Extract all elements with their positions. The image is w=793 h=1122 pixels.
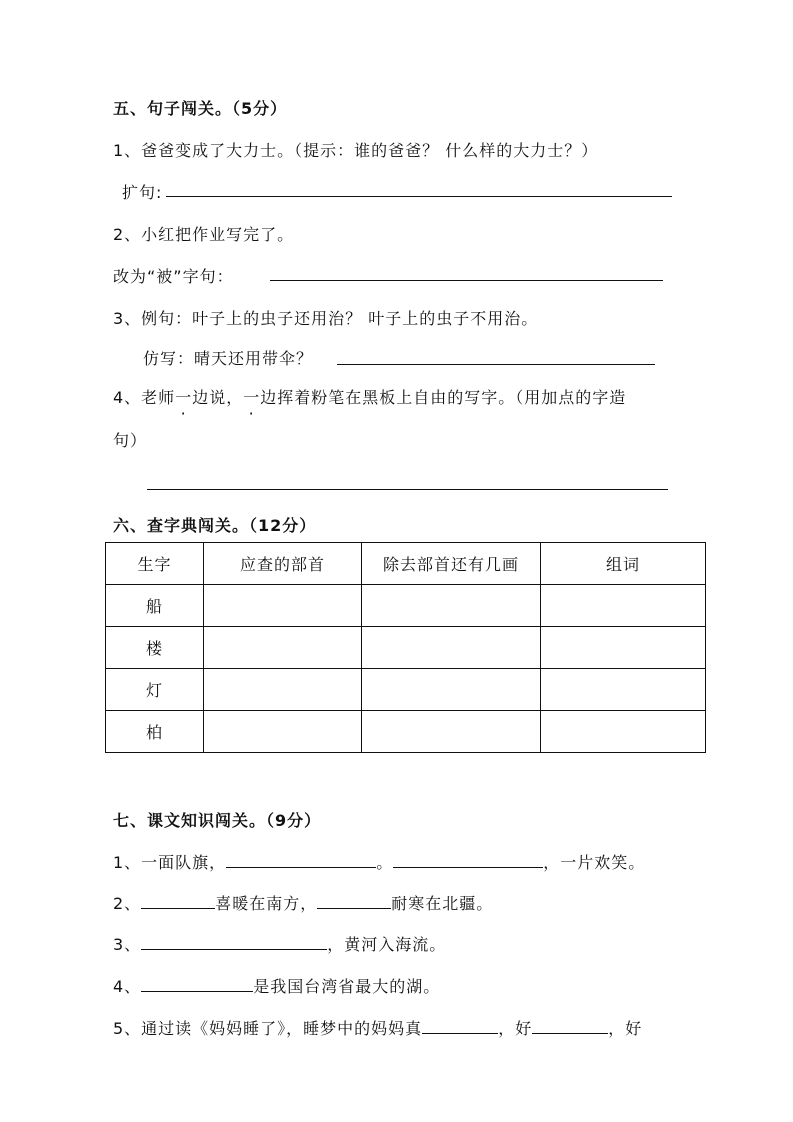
table-row	[106, 585, 706, 627]
answer-cell[interactable]	[204, 627, 362, 669]
answer-cell[interactable]	[362, 711, 541, 753]
q2-text-b: 喜暖在南方，	[215, 894, 318, 913]
q4-text-b: 是我国台湾省最大的湖。	[253, 977, 441, 996]
section-5-title: 五、句子闯关。（5分）	[113, 99, 288, 118]
q2-text-a: 2、	[113, 894, 142, 913]
q4-text-a: 4、	[113, 977, 142, 996]
header-cell: 应查的部首	[204, 543, 362, 585]
answer-cell[interactable]	[204, 711, 362, 753]
s5-q3-label: 仿写：晴天还用带伞？	[143, 349, 314, 368]
s5-q3-answer-line[interactable]	[337, 364, 655, 365]
q5-text-b: ，好	[498, 1019, 533, 1038]
s5-q1-answer-line[interactable]	[166, 196, 672, 197]
q4-dotted-char-2: 一	[243, 388, 261, 407]
blank[interactable]	[226, 853, 376, 868]
s5-q2-answer-line[interactable]	[270, 280, 663, 281]
section-6-title: 六、查字典闯关。（12分）	[113, 516, 317, 535]
char-cell: 柏	[106, 711, 204, 753]
s5-question-4	[113, 385, 626, 408]
blank[interactable]	[141, 977, 253, 992]
q3-text-a: 3、	[113, 935, 142, 954]
s5-q1-label: 扩句:	[122, 183, 163, 202]
s7-question-1	[113, 850, 645, 873]
blank[interactable]	[393, 853, 543, 868]
q4-text-a: 4、老师	[113, 388, 176, 407]
s7-question-4	[113, 974, 440, 997]
s5-q4-text-d: 句）	[113, 431, 148, 450]
blank[interactable]	[532, 1019, 608, 1034]
q4-text-c: 边挥着粉笔在黑板上自由的写字。（用加点的字造	[260, 388, 627, 407]
q5-text-a: 5、通过读《妈妈睡了》，睡梦中的妈妈真	[113, 1019, 423, 1038]
answer-cell[interactable]	[204, 669, 362, 711]
s7-question-5	[113, 1016, 642, 1039]
blank[interactable]	[317, 894, 391, 909]
answer-cell[interactable]	[541, 585, 706, 627]
answer-cell[interactable]	[362, 627, 541, 669]
q4-dotted-char-1: 一	[175, 388, 193, 407]
answer-cell[interactable]	[204, 585, 362, 627]
s7-question-2	[113, 891, 493, 914]
s5-question-3: 3、例句：叶子上的虫子还用治？ 叶子上的虫子不用治。	[113, 309, 539, 328]
blank[interactable]	[422, 1019, 498, 1034]
table-row	[106, 711, 706, 753]
table-row	[106, 669, 706, 711]
answer-cell[interactable]	[541, 627, 706, 669]
q1-text-b: 。	[376, 853, 394, 872]
answer-cell[interactable]	[541, 711, 706, 753]
char-cell: 灯	[106, 669, 204, 711]
q4-text-b: 边说，	[192, 388, 244, 407]
char-cell: 楼	[106, 627, 204, 669]
s5-q2-label: 改为“被”字句：	[113, 267, 234, 286]
answer-cell[interactable]	[362, 585, 541, 627]
answer-cell[interactable]	[541, 669, 706, 711]
dictionary-table	[105, 542, 706, 753]
blank[interactable]	[141, 935, 327, 950]
q3-text-b: ，黄河入海流。	[327, 935, 447, 954]
q1-text-a: 1、一面队旗，	[113, 853, 227, 872]
table-row	[106, 627, 706, 669]
section-7-title: 七、课文知识闯关。（9分）	[113, 811, 322, 830]
q1-text-c: ，一片欢笑。	[543, 853, 646, 872]
header-cell: 除去部首还有几画	[362, 543, 541, 585]
char-cell: 船	[106, 585, 204, 627]
s5-q4-answer-line[interactable]	[147, 489, 668, 490]
answer-cell[interactable]	[362, 669, 541, 711]
blank[interactable]	[141, 894, 215, 909]
header-cell: 组词	[541, 543, 706, 585]
header-cell: 生字	[106, 543, 204, 585]
s5-question-2: 2、小红把作业写完了。	[113, 225, 295, 244]
q5-text-c: ，好	[608, 1019, 643, 1038]
table-header-row	[106, 543, 706, 585]
s7-question-3	[113, 932, 446, 955]
q2-text-c: 耐寒在北疆。	[391, 894, 494, 913]
s5-question-1: 1、爸爸变成了大力士。（提示：谁的爸爸？ 什么样的大力士？）	[113, 141, 599, 160]
